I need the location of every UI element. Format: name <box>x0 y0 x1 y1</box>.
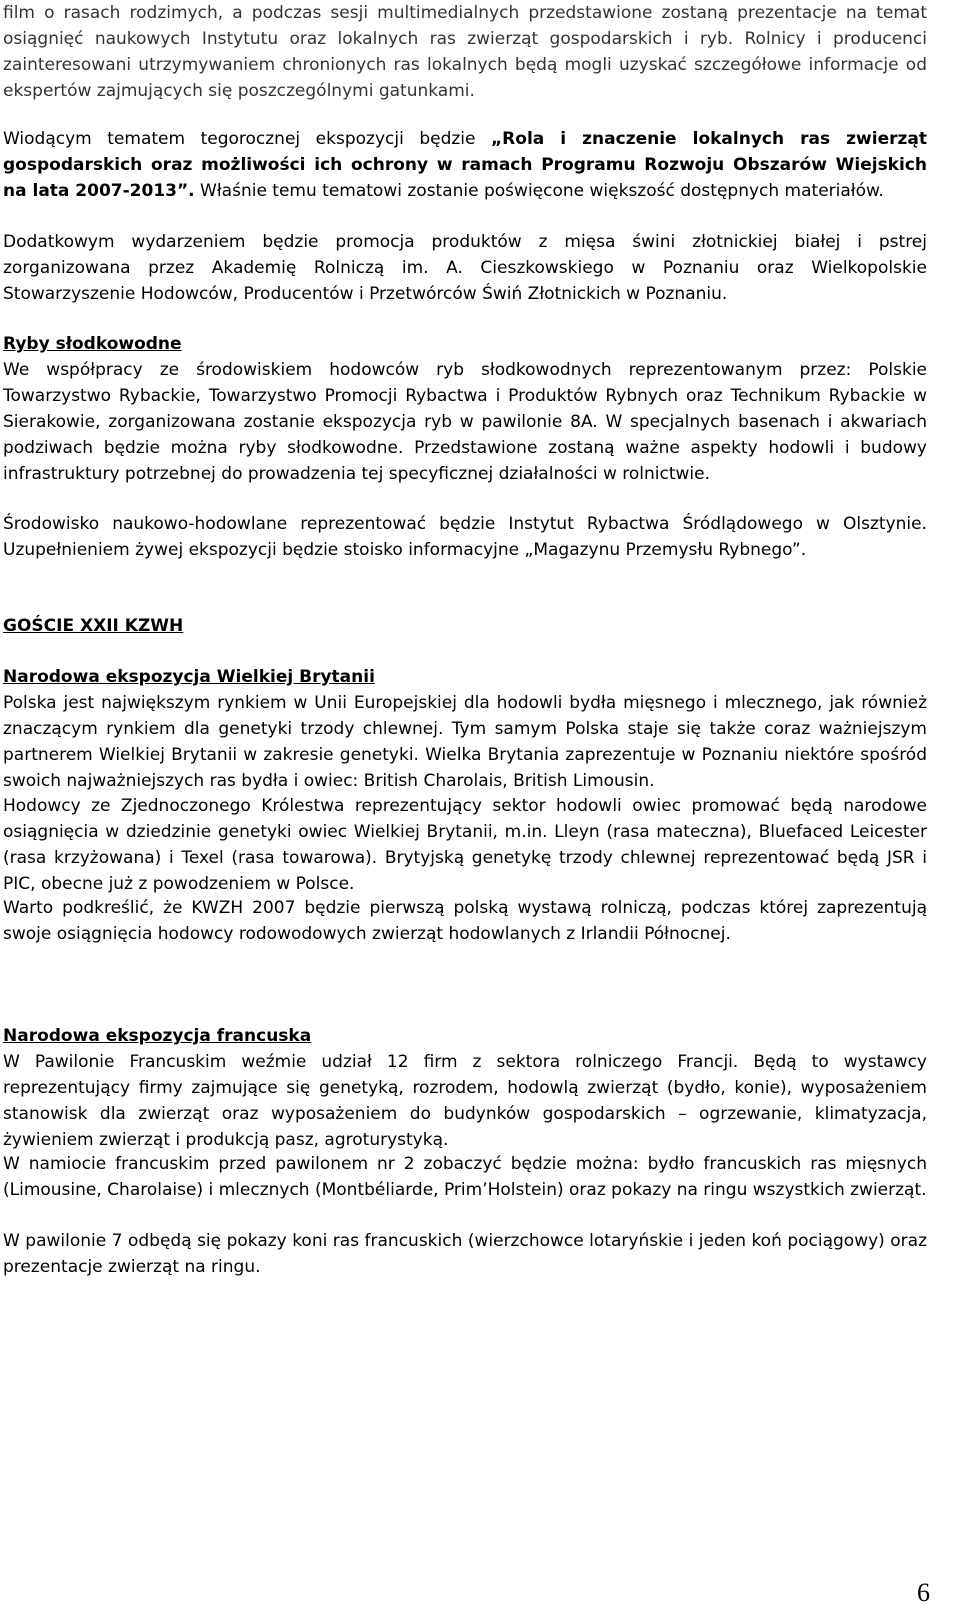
intro-paragraph-2 <box>3 126 927 204</box>
uk-paragraph-3: Warto podkreślić, że KWZH 2007 będzie pierwszą polską wystawą rolniczą, podczas której zaprezentują swoje osiągnięcia hodowcy rodowodowych zwierząt hodowlanych z Irlandii Północnej. <box>3 898 927 944</box>
france-section-heading: Narodowa ekspozycja francuska <box>3 1026 312 1046</box>
intro-paragraph-1: film o rasach rodzimych, a podczas sesji multimedialnych przedstawione zostaną prezentacje na temat osiągnięć naukowych Instytutu oraz lokalnych ras zwierząt gospodarskich i ryb. Rolnicy i producenci zainteresowani utrzymywaniem chronionych ras lokalnych będą mogli uzyskać szczegółowe informacje od ekspertów zajmujących się poszczególnymi gatunkami. <box>3 3 927 101</box>
uk-section-heading: Narodowa ekspozycja Wielkiej Brytanii <box>3 667 375 687</box>
page-number: 6 <box>917 1578 930 1607</box>
intro-paragraph-3: Dodatkowym wydarzeniem będzie promocja produktów z mięsa świni złotnickiej białej i pstrej zorganizowana przez Akademię Rolniczą im. A. Cieszkowskiego w Poznaniu oraz Wielkopolskie Stowarzyszenie Hodowców, Producentów i Przetwórców Świń Złotnickich w Poznaniu. <box>3 232 927 304</box>
fish-paragraph-2: Środowisko naukowo-hodowlane reprezentować będzie Instytut Rybactwa Śródlądowego w Olsztynie. Uzupełnieniem żywej ekspozycji będzie stoisko informacyjne „Magazynu Przemysłu Rybnego”. <box>3 514 927 560</box>
uk-paragraph-1: Polska jest największym rynkiem w Unii Europejskiej dla hodowli bydła mięsnego i mlecznego, jak również znaczącym rynkiem dla genetyki trzody chlewnej. Tym samym Polska staje się także coraz ważniejszym partnerem Wielkiej Brytanii w zakresie genetyki. Wielka Brytania zaprezentuje w Poznaniu niektóre spośród swoich najważniejszych ras bydła i owiec: British Charolais, British Limousin. <box>3 693 927 791</box>
france-paragraph-1: W Pawilonie Francuskim weźmie udział 12 firm z sektora rolniczego Francji. Będą to wystawcy reprezentujący firmy zajmujące się genetyką, rozrodem, hodowlą zwierząt (bydło, konie), wyposażeniem stanowisk dla zwierząt oraz wyposażeniem do budynków gospodarskich – ogrzewanie, klimatyzacja, żywieniem zwierząt i produkcją pasz, agroturystyką. <box>3 1052 927 1150</box>
fish-section-heading: Ryby słodkowodne <box>3 334 182 354</box>
uk-paragraph-2: Hodowcy ze Zjednoczonego Królestwa reprezentujący sektor hodowli owiec promować będą narodowe osiągnięcia w dziedzinie genetyki owiec Wielkiej Brytanii, m.in. Lleyn (rasa mateczna), Bluefaced Leicester (rasa krzyżowana) i Texel (rasa towarowa). Brytyjską genetykę trzody chlewnej reprezentować będą JSR i PIC, obecne już z powodzeniem w Polsce. <box>3 796 927 894</box>
intro-paragraph-2-end: Właśnie temu tematowi zostanie poświęcone większość dostępnych materiałów. <box>194 181 884 201</box>
fish-paragraph-1: We współpracy ze środowiskiem hodowców ryb słodkowodnych reprezentowanym przez: Polskie Towarzystwo Rybackie, Towarzystwo Promocji Rybactwa i Produktów Rybnych oraz Technikum Rybackie w Sierakowie, zorganizowana zostanie ekspozycja ryb w pawilonie 8A. W specjalnych basenach i akwariach podziwach będzie można ryby słodkowodne. Przedstawione zostaną ważne aspekty hodowli i budowy infrastruktury potrzebnej do prowadzenia tej specyficznej działalności w rolnictwie. <box>3 360 927 484</box>
france-paragraph-3: W pawilonie 7 odbędą się pokazy koni ras francuskich (wierzchowce lotaryńskie i jeden koń pociągowy) oraz prezentacje zwierząt na ringu. <box>3 1231 927 1277</box>
intro-paragraph-2-start: Wiodącym tematem tegorocznej ekspozycji będzie <box>3 129 491 149</box>
exhibition-theme: „Rola i znaczenie lokalnych ras zwierząt gospodarskich oraz możliwości ich ochrony w ramach Programu Rozwoju Obszarów Wiejskich na lata 2007-2013”. <box>3 129 927 201</box>
guests-heading: GOŚCIE XXII KZWH <box>3 616 184 636</box>
france-paragraph-2: W namiocie francuskim przed pawilonem nr 2 zobaczyć będzie można: bydło francuskich ras mięsnych (Limousine, Charolaise) i mlecznych (Montbéliarde, Prim’Holstein) oraz pokazy na ringu wszystkich zwierząt. <box>3 1154 927 1200</box>
